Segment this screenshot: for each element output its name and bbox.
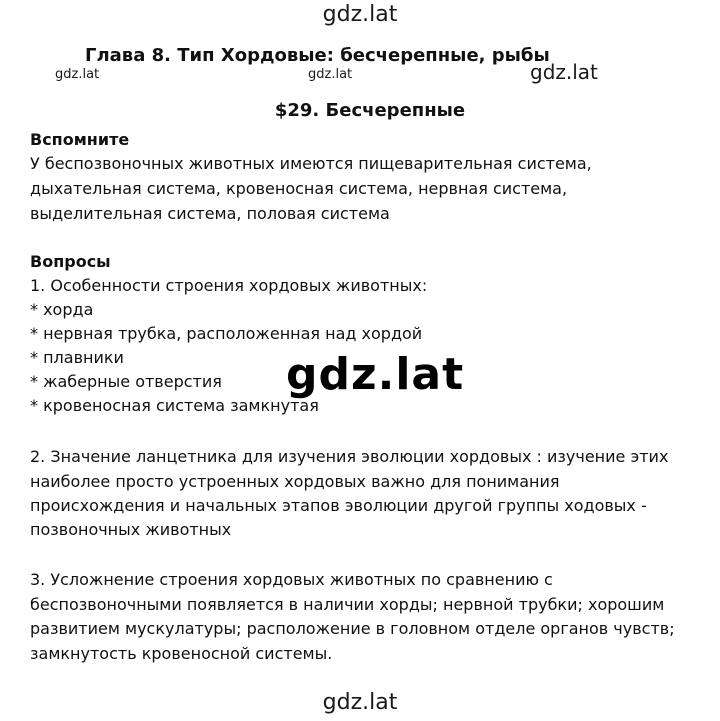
- questions-heading: Вопросы: [30, 252, 111, 271]
- q2-line: 2. Значение ланцетника для изучения эволюции хордовых : изучение этих: [30, 447, 669, 466]
- q3-line: развитием мускулатуры; расположение в головном отделе органов чувств;: [30, 619, 675, 638]
- q1-line: * нервная трубка, расположенная над хордой: [30, 324, 423, 343]
- watermark-center-small: gdz.lat: [308, 67, 353, 82]
- watermark-top: gdz.lat: [322, 2, 398, 27]
- q2-line: происхождения и начальных этапов эволюции другой группы ходовых -: [30, 496, 647, 515]
- q1-line: * жаберные отверстия: [30, 372, 222, 391]
- recall-line: У беспозвоночных животных имеются пищеварительная система,: [30, 154, 592, 173]
- watermark-left-small: gdz.lat: [55, 67, 100, 82]
- q1-line: * кровеносная система замкнутая: [30, 396, 319, 415]
- q2-line: наиболее просто устроенных хордовых важно для понимания: [30, 472, 560, 491]
- q1-line: * хорда: [30, 300, 94, 319]
- q1-line: * плавники: [30, 348, 124, 367]
- recall-line: выделительная система, половая система: [30, 204, 390, 223]
- q1-line: 1. Особенности строения хордовых животных:: [30, 276, 428, 295]
- chapter-title: Глава 8. Тип Хордовые: бесчерепные, рыбы: [85, 45, 550, 66]
- section-title: $29. Бесчерепные: [274, 100, 466, 121]
- q3-line: 3. Усложнение строения хордовых животных по сравнению с: [30, 570, 553, 589]
- q3-line: беспозвоночными появляется в наличии хорды; нервной трубки; хорошим: [30, 595, 665, 614]
- watermark-bottom: gdz.lat: [322, 690, 398, 715]
- q3-line: замкнутость кровеносной системы.: [30, 644, 333, 663]
- recall-line: дыхательная система, кровеносная система, нервная система,: [30, 179, 568, 198]
- recall-heading: Вспомните: [30, 130, 130, 149]
- q2-line: позвоночных животных: [30, 520, 232, 539]
- watermark-right: gdz.lat: [530, 60, 598, 84]
- watermark-big: gdz.lat: [286, 349, 465, 400]
